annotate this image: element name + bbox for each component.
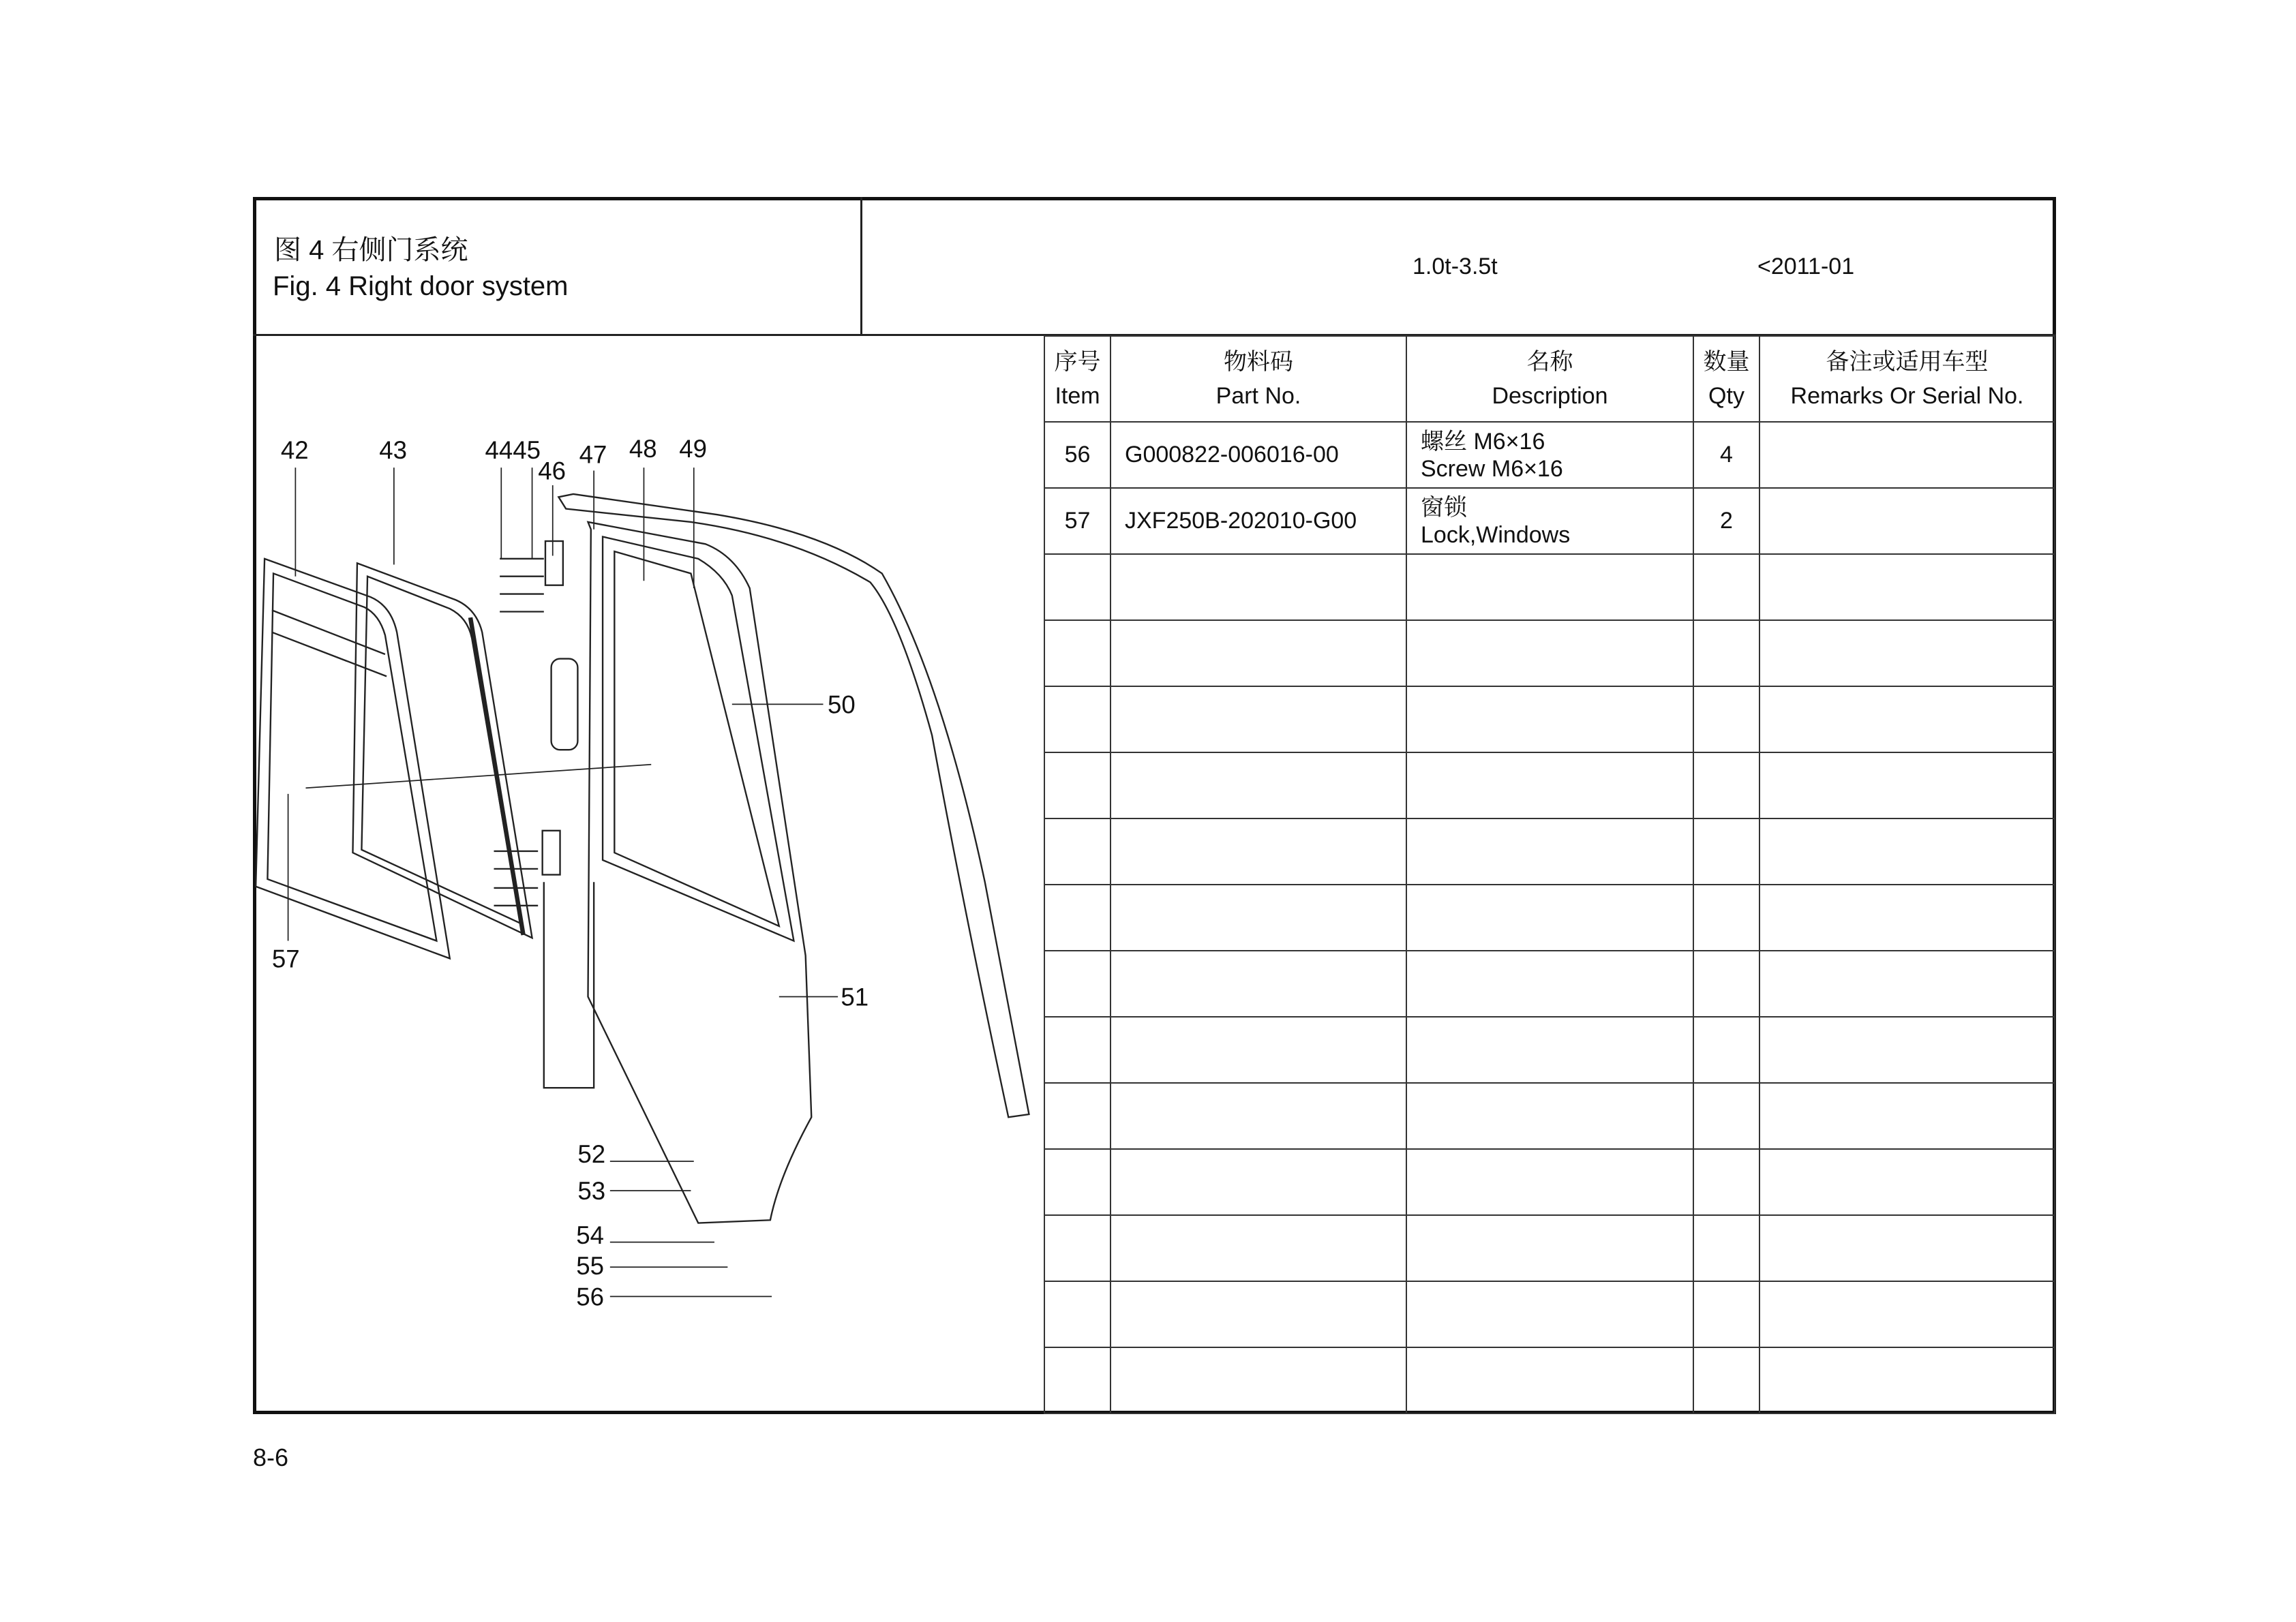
parts-table [1044, 335, 2055, 1414]
table-header-row [1044, 336, 2055, 422]
table-row-empty [1044, 885, 2055, 951]
empty-cell [1759, 1215, 2055, 1281]
empty-cell [1111, 1281, 1406, 1347]
empty-cell [1044, 686, 1111, 752]
empty-cell [1111, 1149, 1406, 1215]
empty-cell [1406, 686, 1693, 752]
empty-cell [1759, 620, 2055, 686]
table-row-empty [1044, 752, 2055, 818]
empty-cell [1406, 885, 1693, 951]
part-no-cell: G000822-006016-00 [1111, 422, 1406, 488]
qty-cell: 4 [1693, 422, 1759, 488]
empty-cell [1044, 752, 1111, 818]
callout-56: 56 [576, 1283, 605, 1311]
page-number: 8-6 [253, 1443, 289, 1471]
empty-cell [1406, 1347, 1693, 1413]
empty-cell [1693, 1347, 1759, 1413]
empty-cell [1406, 1215, 1693, 1281]
empty-cell [1759, 686, 2055, 752]
empty-cell [1111, 1347, 1406, 1413]
empty-cell [1044, 1281, 1111, 1347]
table-row-empty [1044, 1017, 2055, 1083]
empty-cell [1759, 951, 2055, 1017]
window-frame-42 [256, 559, 450, 959]
door-panel-52 [544, 494, 1029, 1223]
empty-cell [1111, 951, 1406, 1017]
callout-44-45: 4445 [485, 436, 541, 465]
remarks-cell [1759, 488, 2055, 554]
header-vertical-divider [860, 197, 862, 335]
callout-53: 53 [577, 1177, 606, 1206]
remarks-cell [1759, 422, 2055, 488]
empty-cell [1044, 1215, 1111, 1281]
empty-cell [1759, 1017, 2055, 1083]
empty-cell [1693, 1281, 1759, 1347]
empty-cell [1044, 1017, 1111, 1083]
description-cell: 窗锁 Lock,Windows [1406, 488, 1693, 554]
empty-cell [1111, 554, 1406, 620]
empty-cell [1759, 1149, 2055, 1215]
table-row-empty [1044, 1149, 2055, 1215]
empty-cell [1044, 1347, 1111, 1413]
empty-cell [1759, 1281, 2055, 1347]
empty-cell [1044, 1149, 1111, 1215]
qty-cell: 2 [1693, 488, 1759, 554]
callout-42: 42 [280, 436, 309, 465]
empty-cell [1406, 951, 1693, 1017]
empty-cell [1044, 818, 1111, 885]
empty-cell [1693, 620, 1759, 686]
empty-cell [1759, 752, 2055, 818]
col-header-item: 序号 Item [1044, 336, 1111, 422]
table-row [1044, 488, 2055, 554]
empty-cell [1693, 554, 1759, 620]
table-row [1044, 422, 2055, 488]
callout-52: 52 [577, 1140, 606, 1169]
empty-cell [1111, 1083, 1406, 1149]
col-header-qty: 数量 Qty [1693, 336, 1759, 422]
empty-cell [1111, 752, 1406, 818]
empty-cell [1693, 951, 1759, 1017]
empty-cell [1406, 1083, 1693, 1149]
description-cell: 螺丝 M6×16 Screw M6×16 [1406, 422, 1693, 488]
table-row-empty [1044, 1281, 2055, 1347]
empty-cell [1111, 1215, 1406, 1281]
table-row-empty [1044, 686, 2055, 752]
empty-cell [1111, 885, 1406, 951]
empty-cell [1759, 885, 2055, 951]
right-door-exploded-diagram [254, 337, 1044, 1413]
callout-46: 46 [538, 457, 566, 485]
empty-cell [1111, 1017, 1406, 1083]
empty-cell [1111, 620, 1406, 686]
table-row-empty [1044, 951, 2055, 1017]
empty-cell [1406, 1149, 1693, 1215]
empty-cell [1406, 1017, 1693, 1083]
empty-cell [1111, 686, 1406, 752]
empty-cell [1111, 818, 1406, 885]
item-cell: 57 [1044, 488, 1111, 554]
callout-55: 55 [576, 1252, 605, 1281]
empty-cell [1044, 951, 1111, 1017]
empty-cell [1759, 818, 2055, 885]
table-row-empty [1044, 1215, 2055, 1281]
callout-50: 50 [828, 690, 856, 719]
empty-cell [1693, 1215, 1759, 1281]
empty-cell [1759, 554, 2055, 620]
callout-43: 43 [379, 436, 408, 465]
callout-54: 54 [576, 1221, 605, 1249]
callout-47: 47 [579, 440, 607, 469]
callout-57: 57 [271, 945, 300, 973]
callout-51: 51 [841, 983, 869, 1011]
hinges-44-46 [494, 541, 577, 906]
col-header-part-no: 物料码 Part No. [1111, 336, 1406, 422]
empty-cell [1693, 885, 1759, 951]
empty-cell [1406, 554, 1693, 620]
empty-cell [1044, 554, 1111, 620]
empty-cell [1693, 1017, 1759, 1083]
empty-cell [1406, 1281, 1693, 1347]
col-header-description: 名称 Description [1406, 336, 1693, 422]
diagram-callouts [272, 435, 868, 1311]
empty-cell [1693, 686, 1759, 752]
table-row-empty [1044, 818, 2055, 885]
figure-title-cn: 图 4 右侧门系统 [274, 235, 468, 265]
empty-cell [1693, 818, 1759, 885]
empty-cell [1693, 752, 1759, 818]
empty-cell [1759, 1083, 2055, 1149]
leader-lines [288, 468, 839, 1296]
empty-cell [1044, 1083, 1111, 1149]
table-row-empty [1044, 1083, 2055, 1149]
empty-cell [1044, 620, 1111, 686]
table-row-empty [1044, 620, 2055, 686]
empty-cell [1044, 885, 1111, 951]
part-no-cell: JXF250B-202010-G00 [1111, 488, 1406, 554]
empty-cell [1406, 818, 1693, 885]
model-range: 1.0t-3.5t [1413, 254, 1498, 279]
callout-48: 48 [629, 435, 657, 463]
empty-cell [1693, 1149, 1759, 1215]
callout-49: 49 [679, 435, 707, 463]
window-glass-43 [352, 563, 532, 938]
empty-cell [1693, 1083, 1759, 1149]
empty-cell [1406, 752, 1693, 818]
empty-cell [1406, 620, 1693, 686]
applicable-date: <2011-01 [1757, 254, 1855, 279]
table-row-empty [1044, 1347, 2055, 1413]
table-row-empty [1044, 554, 2055, 620]
figure-title-en: Fig. 4 Right door system [273, 271, 569, 301]
col-header-remarks: 备注或适用车型 Remarks Or Serial No. [1759, 336, 2055, 422]
empty-cell [1759, 1347, 2055, 1413]
item-cell: 56 [1044, 422, 1111, 488]
